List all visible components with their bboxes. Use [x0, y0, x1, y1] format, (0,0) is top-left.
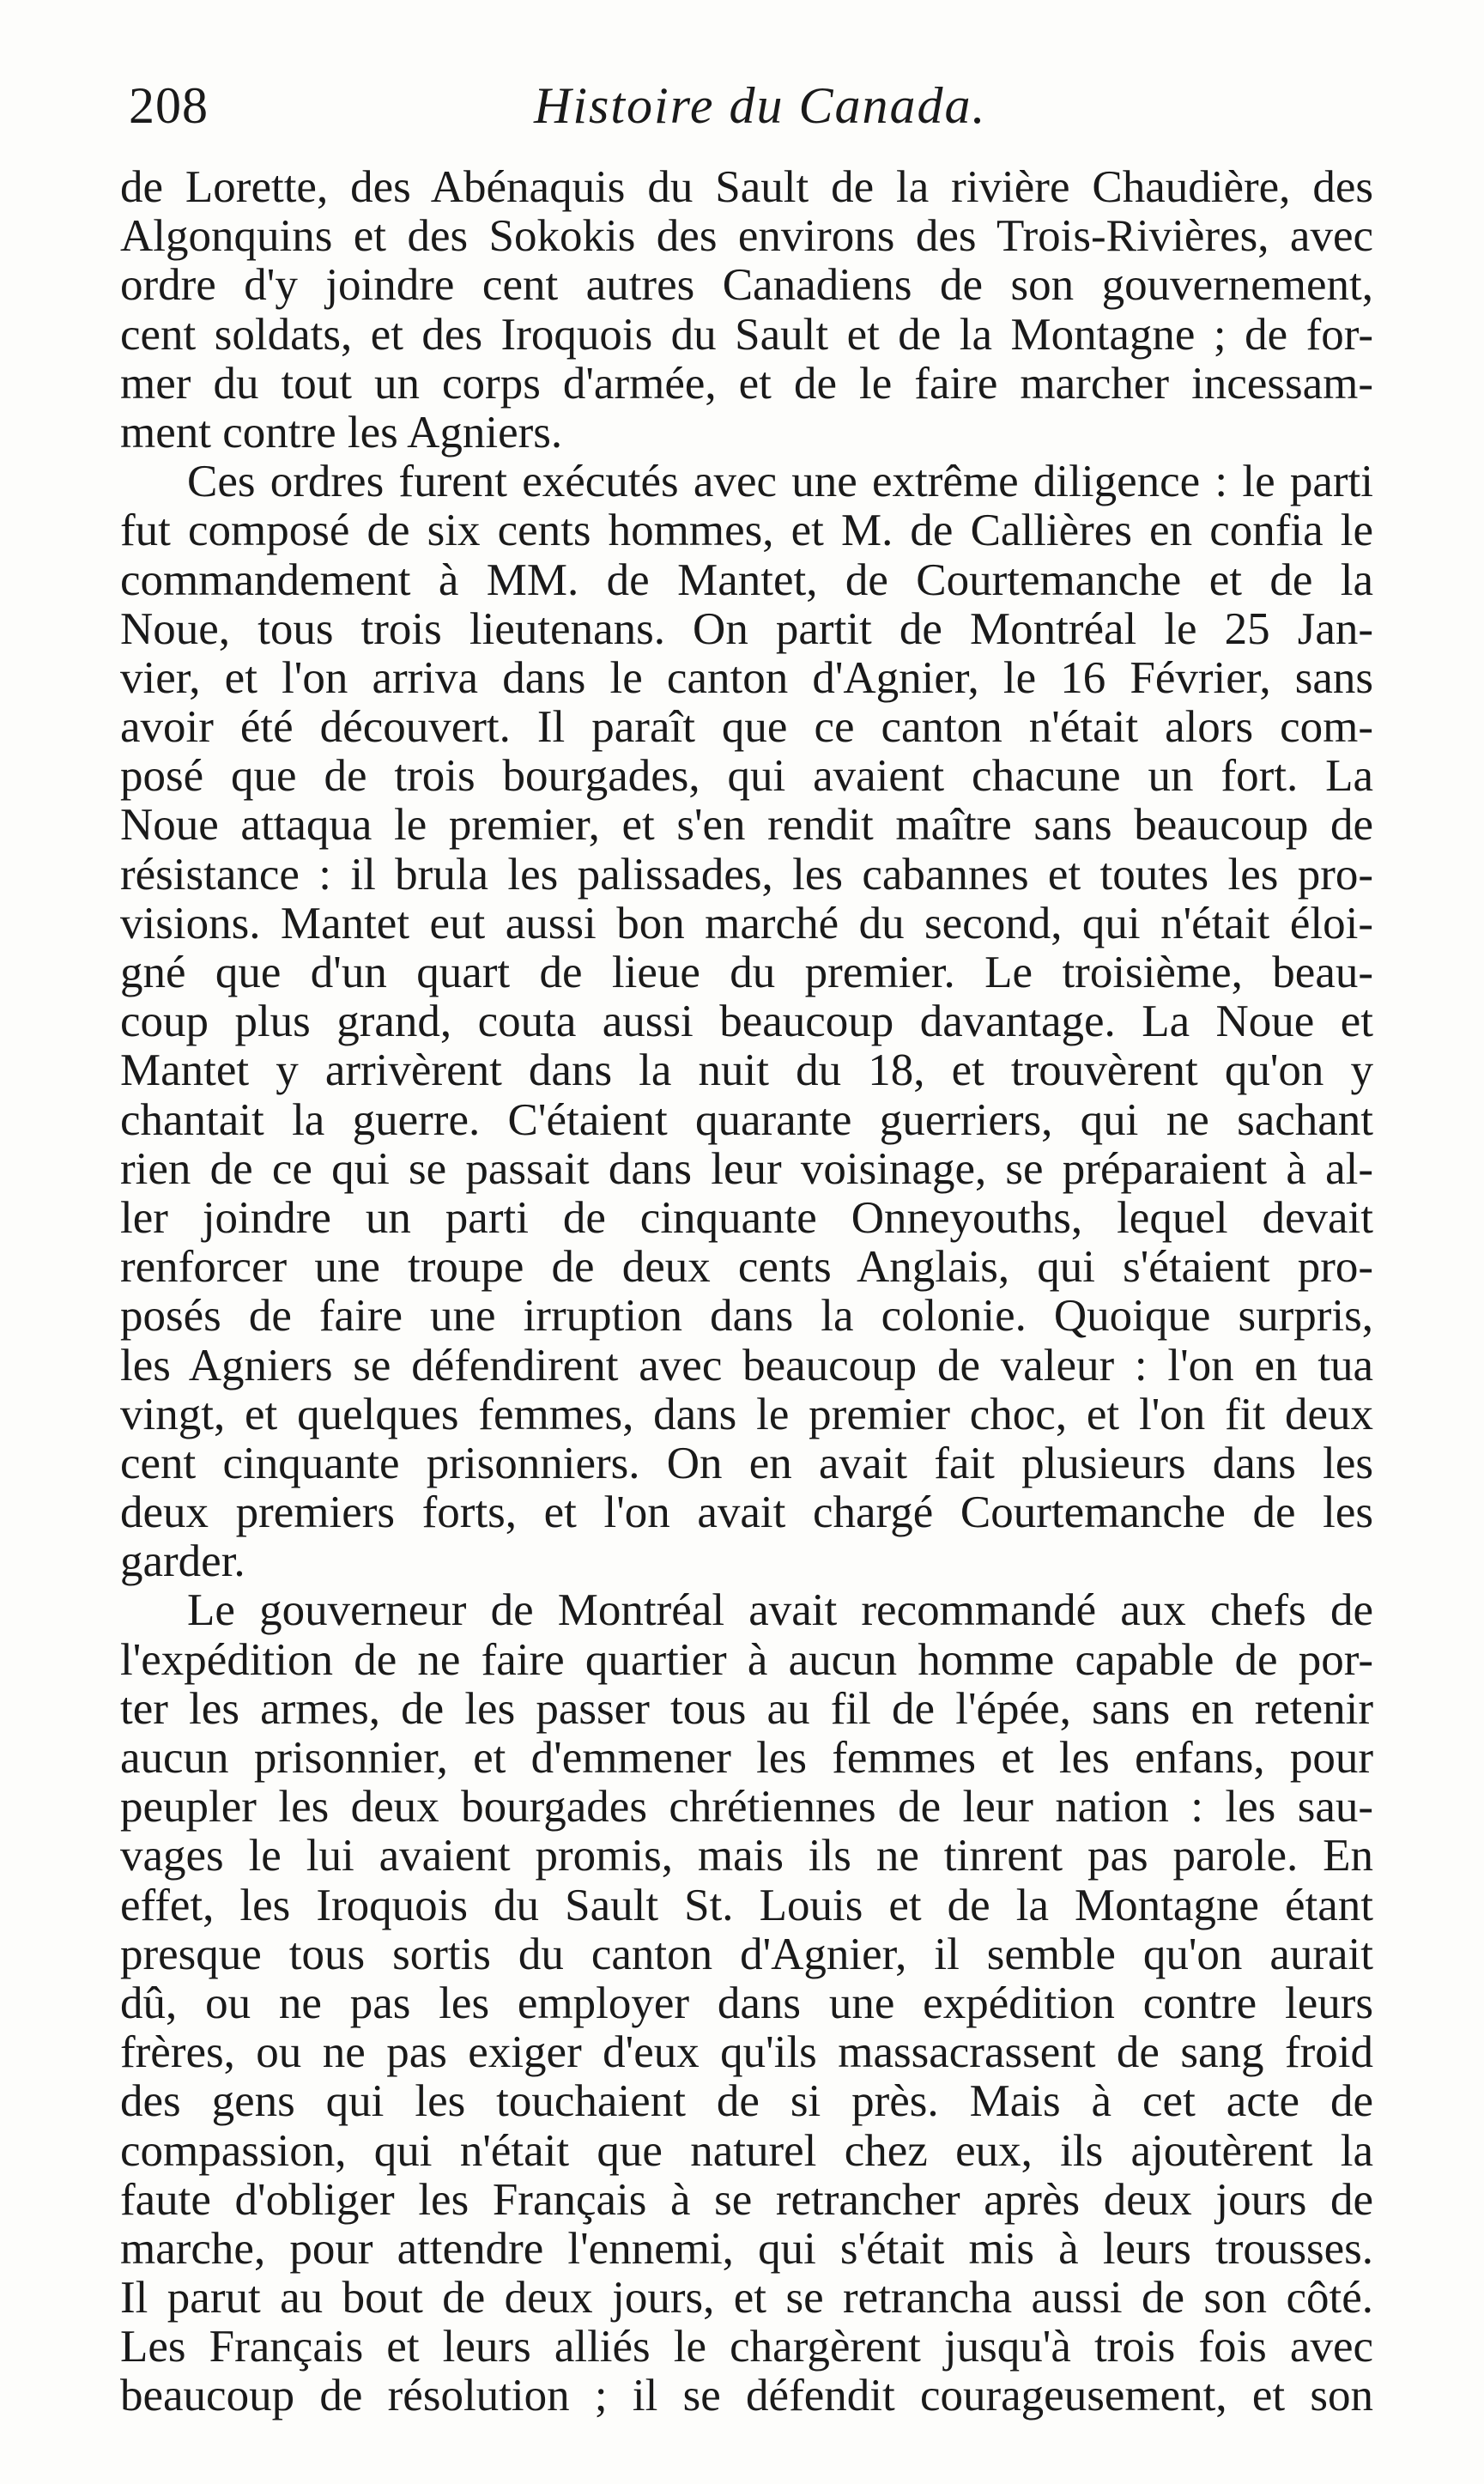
text-line: Algonquins et des Sokokis des environs des Trois-Rivières, avec	[120, 211, 1373, 262]
text-line: Le gouverneur de Montréal avait recommandé aux chefs de	[187, 1585, 1373, 1636]
text-line: vingt, et quelques femmes, dans le premier choc, et l'on fit deux	[120, 1389, 1373, 1439]
text-line: l'expédition de ne faire quartier à aucun homme capable de por-	[120, 1634, 1373, 1685]
text-line: ment contre les Agniers.	[120, 407, 563, 457]
text-line: ter les armes, de les passer tous au fil de l'épée, sans en retenir	[120, 1683, 1373, 1734]
text-line: garder.	[120, 1536, 245, 1587]
text-line: faute d'obliger les Français à se retrancher après deux jours de	[120, 2174, 1373, 2225]
running-title: Histoire du Canada.	[534, 77, 987, 134]
page-number: 208	[129, 77, 209, 134]
text-line: rien de ce qui se passait dans leur voisinage, se préparaient à al-	[120, 1143, 1373, 1194]
text-line: frères, ou ne pas exiger d'eux qu'ils massacrassent de sang froid	[120, 2027, 1373, 2078]
text-line: Ces ordres furent exécutés avec une extrême diligence : le parti	[187, 457, 1373, 507]
text-line: Mantet y arrivèrent dans la nuit du 18, et trouvèrent qu'on y	[120, 1045, 1373, 1096]
body-text	[120, 163, 1373, 2421]
text-line: aucun prisonnier, et d'emmener les femmes et les enfans, pour	[120, 1733, 1373, 1783]
text-line: vages le lui avaient promis, mais ils ne tinrent pas parole. En	[120, 1831, 1373, 1881]
text-line: Il parut au bout de deux jours, et se retrancha aussi de son côté.	[120, 2273, 1373, 2323]
text-line: de Lorette, des Abénaquis du Sault de la rivière Chaudière, des	[120, 162, 1373, 212]
text-line: mer du tout un corps d'armée, et de le faire marcher incessam-	[120, 358, 1373, 409]
text-line: commandement à MM. de Mantet, de Courtemanche et de la	[120, 554, 1373, 605]
text-line: posés de faire une irruption dans la colonie. Quoique surpris,	[120, 1291, 1373, 1342]
text-line: presque tous sortis du canton d'Agnier, il semble qu'on aurait	[120, 1929, 1373, 1979]
text-line: vier, et l'on arriva dans le canton d'Agnier, le 16 Février, sans	[120, 652, 1373, 703]
text-line: marche, pour attendre l'ennemi, qui s'était mis à leurs trousses.	[120, 2223, 1373, 2274]
text-line: peupler les deux bourgades chrétiennes de leur nation : les sau-	[120, 1782, 1373, 1833]
text-line: renforcer une troupe de deux cents Anglais, qui s'étaient pro-	[120, 1242, 1373, 1293]
text-line: résistance : il brula les palissades, les cabannes et toutes les pro-	[120, 849, 1373, 900]
text-line: chantait la guerre. C'étaient quarante guerriers, qui ne sachant	[120, 1094, 1373, 1145]
text-line: fut composé de six cents hommes, et M. de Callières en confia le	[120, 506, 1373, 556]
text-line: posé que de trois bourgades, qui avaient chacune un fort. La	[120, 751, 1373, 802]
text-line: beaucoup de résolution ; il se défendit courageusement, et son	[120, 2371, 1373, 2421]
text-line: des gens qui les touchaient de si près. Mais à cet acte de	[120, 2076, 1373, 2127]
text-line: cent soldats, et des Iroquois du Sault et de la Montagne ; de for-	[120, 309, 1373, 360]
text-line: deux premiers forts, et l'on avait chargé Courtemanche de les	[120, 1487, 1373, 1538]
page-header	[129, 67, 1373, 144]
text-line: Les Français et leurs alliés le chargèrent jusqu'à trois fois avec	[120, 2322, 1373, 2372]
text-line: gné que d'un quart de lieue du premier. Le troisième, beau-	[120, 948, 1373, 997]
text-line: ordre d'y joindre cent autres Canadiens de son gouvernement,	[120, 260, 1373, 311]
text-line: visions. Mantet eut aussi bon marché du second, qui n'était éloi-	[120, 898, 1373, 948]
text-line: ler joindre un parti de cinquante Onneyouths, lequel devait	[120, 1192, 1373, 1243]
text-line: Noue, tous trois lieutenans. On partit de Montréal le 25 Jan-	[120, 603, 1373, 654]
text-line: coup plus grand, couta aussi beaucoup davantage. La Noue et	[120, 997, 1373, 1047]
text-line: effet, les Iroquois du Sault St. Louis et de la Montagne étant	[120, 1880, 1373, 1930]
text-line: avoir été découvert. Il paraît que ce canton n'était alors com-	[120, 702, 1373, 753]
text-line: dû, ou ne pas les employer dans une expédition contre leurs	[120, 1978, 1373, 2028]
text-line: les Agniers se défendirent avec beaucoup de valeur : l'on en tua	[120, 1340, 1373, 1390]
text-line: compassion, qui n'était que naturel chez eux, ils ajoutèrent la	[120, 2125, 1373, 2176]
text-line: cent cinquante prisonniers. On en avait fait plusieurs dans les	[120, 1438, 1373, 1488]
text-line: Noue attaqua le premier, et s'en rendit maître sans beaucoup de	[120, 800, 1373, 851]
